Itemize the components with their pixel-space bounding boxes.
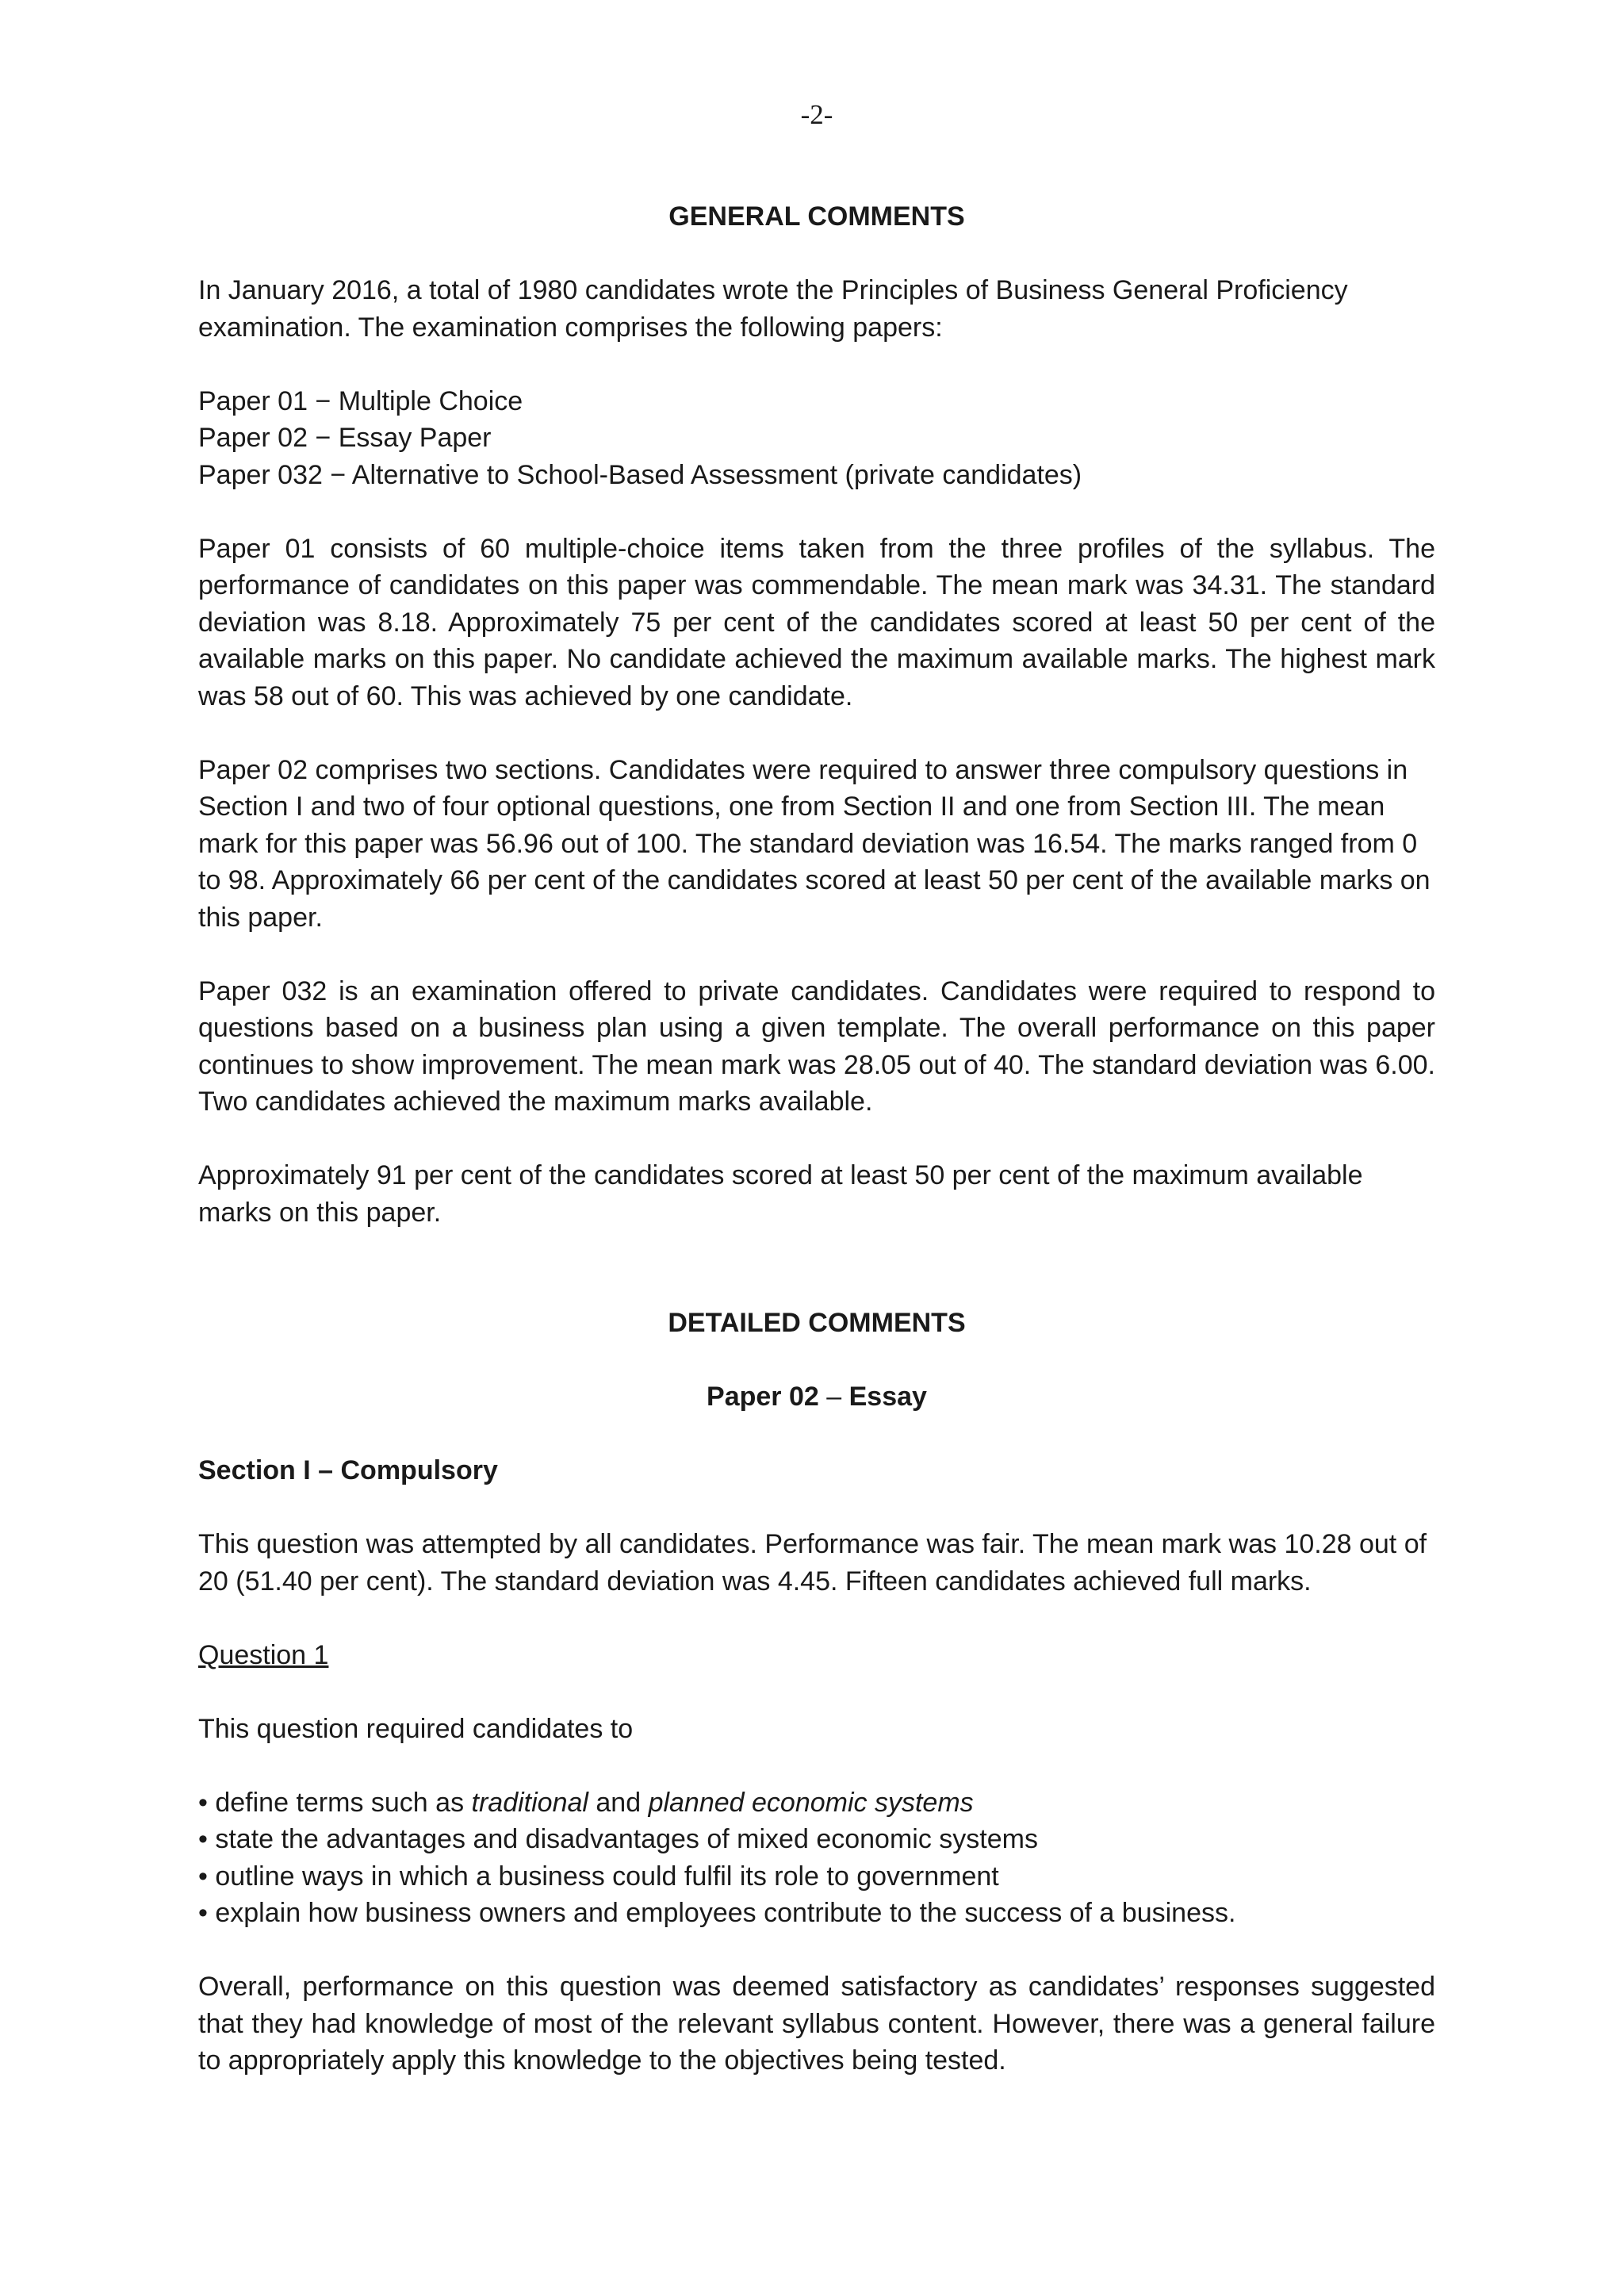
bullet-text: explain how business owners and employees contribute to the success of a business. <box>215 1898 1236 1928</box>
section1-heading: Section I – Compulsory <box>198 1455 498 1485</box>
approx91-paragraph: Approximately 91 per cent of the candidates scored at least 50 per cent of the maximum available marks on this paper. <box>198 1160 1363 1228</box>
bullet-italic-text: traditional <box>471 1787 588 1818</box>
spacer <box>198 1268 1435 1305</box>
bullet-mark: • <box>198 1898 216 1928</box>
paper-list-item: Paper 02 − Essay Paper <box>198 423 492 453</box>
paper02-heading-essay: Essay <box>848 1382 927 1412</box>
section1-paragraph: This question was attempted by all candidates. Performance was fair. The mean mark was 10.28 out of 20 (51.40 per cent). The standard deviation was 4.45. Fifteen candidates achieved full marks. <box>198 1529 1427 1596</box>
question1-intro: This question required candidates to <box>198 1713 634 1744</box>
question1-heading: Question 1 <box>198 1639 329 1670</box>
bullet-text: state the advantages and disadvantages of mixed economic systems <box>215 1824 1038 1854</box>
bullet-italic-text: planned economic systems <box>648 1787 974 1818</box>
list-item <box>198 1858 1435 1895</box>
paper-list-item: Paper 032 − Alternative to School-Based Assessment (private candidates) <box>198 459 1082 490</box>
bullet-mark: • <box>198 1787 216 1818</box>
paper02-essay-heading <box>198 1378 1435 1416</box>
paper02-heading-label: Paper 02 <box>707 1382 819 1412</box>
document-page <box>198 0 1435 2296</box>
paper02-heading-dash: – <box>818 1382 849 1412</box>
bullet-text: outline ways in which a business could fulfil its role to government <box>215 1861 999 1892</box>
paper02-paragraph: Paper 02 comprises two sections. Candidates were required to answer three compulsory questions in Section I and two of four optional questions, one from Section II and one from Section III. The mean mark for this paper was 56.96 out of 100. The standard deviation was 16.54. The marks ranged from 0 to 98. Approximately 66 per cent of the candidates scored at least 50 per cent of the available marks on this paper. <box>198 754 1431 933</box>
general-comments-heading: GENERAL COMMENTS <box>668 201 965 232</box>
intro-paragraph: In January 2016, a total of 1980 candidates wrote the Principles of Business General Proficiency examination. The examination comprises the following papers: <box>198 275 1348 343</box>
list-item <box>198 1895 1435 1932</box>
detailed-comments-heading: DETAILED COMMENTS <box>668 1308 966 1338</box>
requirements-list <box>198 1784 1435 1932</box>
bullet-mark: • <box>198 1861 216 1892</box>
bullet-text: and <box>588 1787 649 1818</box>
bullet-text: define terms such as <box>215 1787 472 1818</box>
list-item <box>198 1821 1435 1858</box>
document-content <box>198 198 1435 2116</box>
page-number: -2- <box>800 99 833 130</box>
bullet-mark: • <box>198 1824 216 1854</box>
paper01-paragraph: Paper 01 consists of 60 multiple-choice items taken from the three profiles of the syllabus. The performance of candidates on this paper was commendable. The mean mark was 34.31. The standard deviation was 8.18. Approximately 75 per cent of the candidates scored at least 50 per cent of the available marks on this paper. No candidate achieved the maximum available marks. The highest mark was 58 out of 60. This was achieved by one candidate. <box>198 533 1435 711</box>
paper032-paragraph: Paper 032 is an examination offered to private candidates. Candidates were required to respond to questions based on a business plan using a given template. The overall performance on this paper continues to show improvement. The mean mark was 28.05 out of 40. The standard deviation was 6.00. Two candidates achieved the maximum marks available. <box>198 976 1435 1117</box>
list-item <box>198 1784 1435 1822</box>
overall-paragraph: Overall, performance on this question was deemed satisfactory as candidates’ responses suggested that they had knowledge of most of the relevant syllabus content. However, there was a general failure to appropriately apply this knowledge to the objectives being tested. <box>198 1972 1435 2076</box>
papers-list <box>198 383 1435 494</box>
paper-list-item: Paper 01 − Multiple Choice <box>198 385 523 416</box>
